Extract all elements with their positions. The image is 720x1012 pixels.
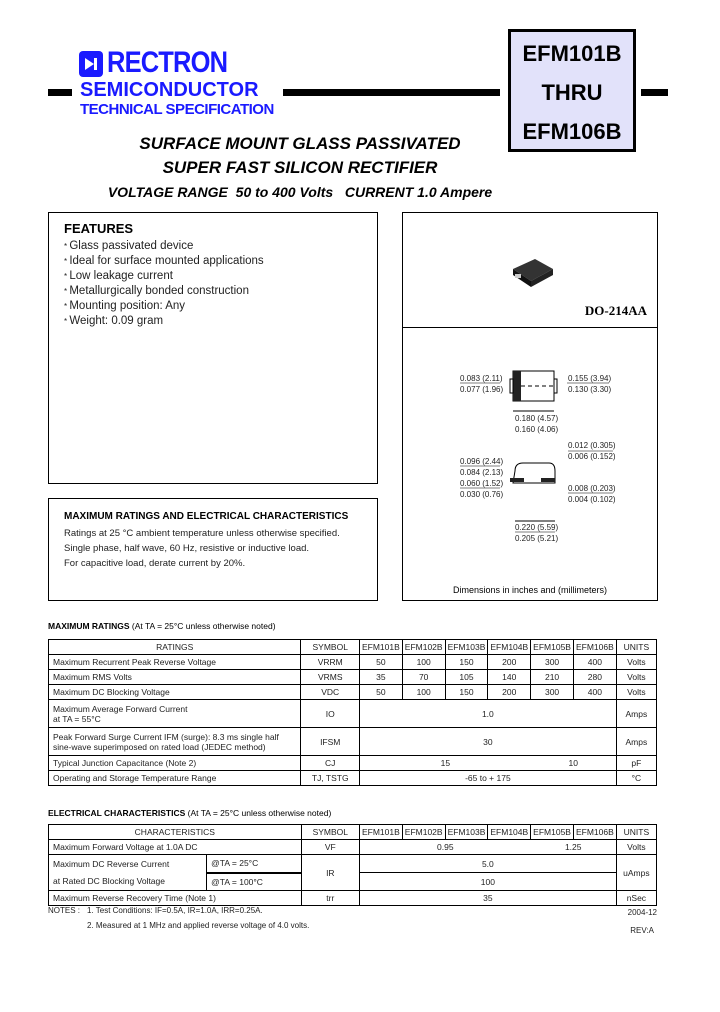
package-name: DO-214AA <box>584 303 647 318</box>
table-row <box>49 756 657 771</box>
max-ratings-heading: MAXIMUM RATINGS (At TA = 25°C unless otherwise noted) <box>48 621 276 631</box>
table-cell: Typical Junction Capacitance (Note 2) <box>49 756 301 771</box>
table-cell: EFM103B <box>445 825 488 840</box>
table-row <box>49 855 657 873</box>
table-cell: EFM102B <box>402 825 445 840</box>
table-cell: 200 <box>488 685 531 700</box>
table-cell: 0.95 <box>359 840 530 855</box>
table-cell: pF <box>616 756 656 771</box>
dim-label: 0.012 (0.305) <box>568 441 616 450</box>
table-cell: at Rated DC Blocking Voltage <box>49 873 207 891</box>
table-cell: 5.0 <box>359 855 616 873</box>
table-cell: VF <box>301 840 359 855</box>
table-row <box>49 771 657 786</box>
table-cell: TJ, TSTG <box>301 771 360 786</box>
table-cell: Maximum DC Reverse Current <box>49 855 207 873</box>
table-cell: Peak Forward Surge Current IFM (surge): 8.3 ms single half sine-wave superimposed on rated load (JEDEC method) <box>49 728 301 756</box>
table-cell: Volts <box>616 655 656 670</box>
table-cell: VDC <box>301 685 360 700</box>
notes-label: NOTES : <box>48 906 81 915</box>
table-cell: EFM106B <box>573 825 616 840</box>
features-box <box>48 212 378 484</box>
feature-item: * Low leakage current <box>64 269 377 284</box>
table-cell: 100 <box>402 685 445 700</box>
table-cell: EFM105B <box>531 640 574 655</box>
title-line-1: SURFACE MOUNT GLASS PASSIVATED <box>139 134 461 153</box>
table-cell: 150 <box>445 685 488 700</box>
table-cell: 1.25 <box>531 840 617 855</box>
package-box <box>402 212 658 328</box>
table-cell: 300 <box>531 685 574 700</box>
dim-label: 0.030 (0.76) <box>460 490 504 499</box>
part-first: EFM101B <box>522 41 622 66</box>
dim-label: 0.160 (4.06) <box>515 425 559 434</box>
table-cell: Maximum Average Forward Current at TA = 55°C <box>49 700 301 728</box>
dim-label: 0.155 (3.94) <box>568 374 612 383</box>
table-cell: IR <box>301 855 359 891</box>
note-2: 2. Measured at 1 MHz and applied reverse voltage of 4.0 volts. <box>87 921 310 930</box>
dim-label: 0.008 (0.203) <box>568 484 616 493</box>
table-cell: 150 <box>445 655 488 670</box>
table-cell: 10 <box>531 756 617 771</box>
doc-revision: REV:A <box>630 926 654 935</box>
table-row <box>49 891 657 906</box>
ratings-box-heading: MAXIMUM RATINGS AND ELECTRICAL CHARACTERISTICS <box>64 511 349 522</box>
dim-label: 0.096 (2.44) <box>460 457 504 466</box>
dim-label: 0.180 (4.57) <box>515 414 559 423</box>
table-cell: Operating and Storage Temperature Range <box>49 771 301 786</box>
table-cell: 35 <box>359 670 402 685</box>
table-header-row <box>49 640 657 655</box>
header-rule <box>48 89 72 96</box>
table-cell: @TA = 100°C <box>207 873 302 891</box>
table-row <box>49 655 657 670</box>
table-cell: Maximum Forward Voltage at 1.0A DC <box>49 840 302 855</box>
table-cell: EFM105B <box>531 825 574 840</box>
table-cell: Maximum Reverse Recovery Time (Note 1) <box>49 891 302 906</box>
table-cell: 50 <box>359 655 402 670</box>
table-cell: Volts <box>616 685 656 700</box>
dim-label: 0.083 (2.11) <box>460 374 503 383</box>
part-thru: THRU <box>541 80 603 105</box>
ratings-line: For capacitive load, derate current by 20%. <box>64 558 246 569</box>
elec-heading: ELECTRICAL CHARACTERISTICS (At TA = 25°C unless otherwise noted) <box>48 808 332 818</box>
table-cell: EFM103B <box>445 640 488 655</box>
feature-item: * Mounting position: Any <box>64 299 377 314</box>
table-cell: 400 <box>573 655 616 670</box>
table-cell: nSec <box>616 891 656 906</box>
table-cell: Amps <box>616 700 656 728</box>
table-cell: Maximum DC Blocking Voltage <box>49 685 301 700</box>
table-cell: 30 <box>359 728 616 756</box>
table-cell: IO <box>301 700 360 728</box>
table-cell: 1.0 <box>359 700 616 728</box>
table-row <box>49 700 657 728</box>
table-cell: Amps <box>616 728 656 756</box>
table-cell: 100 <box>402 655 445 670</box>
table-cell: UNITS <box>616 640 656 655</box>
table-cell: VRMS <box>301 670 360 685</box>
ratings-line: Ratings at 25 °C ambient temperature unless otherwise specified. <box>64 528 340 539</box>
table-row <box>49 670 657 685</box>
feature-item: * Ideal for surface mounted applications <box>64 254 377 269</box>
doc-date: 2004-12 <box>627 908 657 917</box>
feature-item: * Metallurgically bonded construction <box>64 284 377 299</box>
table-cell: RATINGS <box>49 640 301 655</box>
table-cell: 300 <box>531 655 574 670</box>
table-cell: °C <box>616 771 656 786</box>
dim-label: 0.077 (1.96) <box>460 385 504 394</box>
dim-label: 0.060 (1.52) <box>460 479 504 488</box>
rectron-logo-icon <box>79 51 103 77</box>
table-row <box>49 728 657 756</box>
table-cell: Maximum Recurrent Peak Reverse Voltage <box>49 655 301 670</box>
table-cell: CJ <box>301 756 360 771</box>
dim-label: 0.084 (2.13) <box>460 468 504 477</box>
table-cell: Volts <box>616 670 656 685</box>
table-cell: EFM104B <box>488 825 531 840</box>
ratings-line: Single phase, half wave, 60 Hz, resistive or inductive load. <box>64 543 310 554</box>
table-header-row <box>49 825 657 840</box>
table-cell: Volts <box>616 840 656 855</box>
table-cell: uAmps <box>616 855 656 891</box>
features-heading: FEATURES <box>64 221 134 236</box>
dim-label: 0.220 (5.59) <box>515 523 559 532</box>
table-cell: 50 <box>359 685 402 700</box>
title-line-2: SUPER FAST SILICON RECTIFIER <box>162 158 438 177</box>
table-cell: 15 <box>359 756 530 771</box>
table-cell: 280 <box>573 670 616 685</box>
dimensions-box <box>402 327 658 601</box>
feature-item: * Weight: 0.09 gram <box>64 314 377 329</box>
table-cell: EFM101B <box>359 825 402 840</box>
table-cell: trr <box>301 891 359 906</box>
elec-table <box>48 824 657 906</box>
max-ratings-table <box>48 639 657 786</box>
dim-label: 0.205 (5.21) <box>515 534 559 543</box>
dim-label: 0.004 (0.102) <box>568 495 616 504</box>
table-cell: SYMBOL <box>301 825 359 840</box>
table-cell: 200 <box>488 655 531 670</box>
table-cell: UNITS <box>616 825 656 840</box>
table-cell: 210 <box>531 670 574 685</box>
brand-sub: SEMICONDUCTOR <box>80 79 259 101</box>
title-line-3: VOLTAGE RANGE 50 to 400 Volts CURRENT 1.0 Ampere <box>107 184 493 200</box>
note-1: 1. Test Conditions: IF=0.5A, IR=1.0A, IRR=0.25A. <box>87 906 263 915</box>
brand-spec: TECHNICAL SPECIFICATION <box>80 101 274 118</box>
header-rule <box>283 89 500 96</box>
ratings-box <box>48 498 378 601</box>
table-cell: 100 <box>359 873 616 891</box>
table-cell: EFM104B <box>488 640 531 655</box>
brand-name: RECTRON <box>107 46 228 79</box>
table-cell: 105 <box>445 670 488 685</box>
table-row <box>49 685 657 700</box>
table-cell: 70 <box>402 670 445 685</box>
feature-item: * Glass passivated device <box>64 239 377 254</box>
table-cell: 35 <box>359 891 616 906</box>
table-cell: -65 to + 175 <box>359 771 616 786</box>
dim-label: 0.130 (3.30) <box>568 385 612 394</box>
table-cell: 140 <box>488 670 531 685</box>
table-cell: @TA = 25°C <box>207 855 302 873</box>
part-last: EFM106B <box>522 119 622 144</box>
table-cell: EFM106B <box>573 640 616 655</box>
package-image-icon <box>507 255 557 289</box>
dim-label: 0.006 (0.152) <box>568 452 616 461</box>
table-cell: 400 <box>573 685 616 700</box>
dimensions-caption: Dimensions in inches and (millimeters) <box>452 585 608 595</box>
table-cell: Maximum RMS Volts <box>49 670 301 685</box>
table-row <box>49 840 657 855</box>
header-rule <box>641 89 668 96</box>
table-cell: IFSM <box>301 728 360 756</box>
table-cell: CHARACTERISTICS <box>49 825 302 840</box>
table-cell: EFM102B <box>402 640 445 655</box>
table-cell: VRRM <box>301 655 360 670</box>
table-cell: SYMBOL <box>301 640 360 655</box>
table-cell: EFM101B <box>359 640 402 655</box>
dimension-drawing <box>403 361 657 601</box>
